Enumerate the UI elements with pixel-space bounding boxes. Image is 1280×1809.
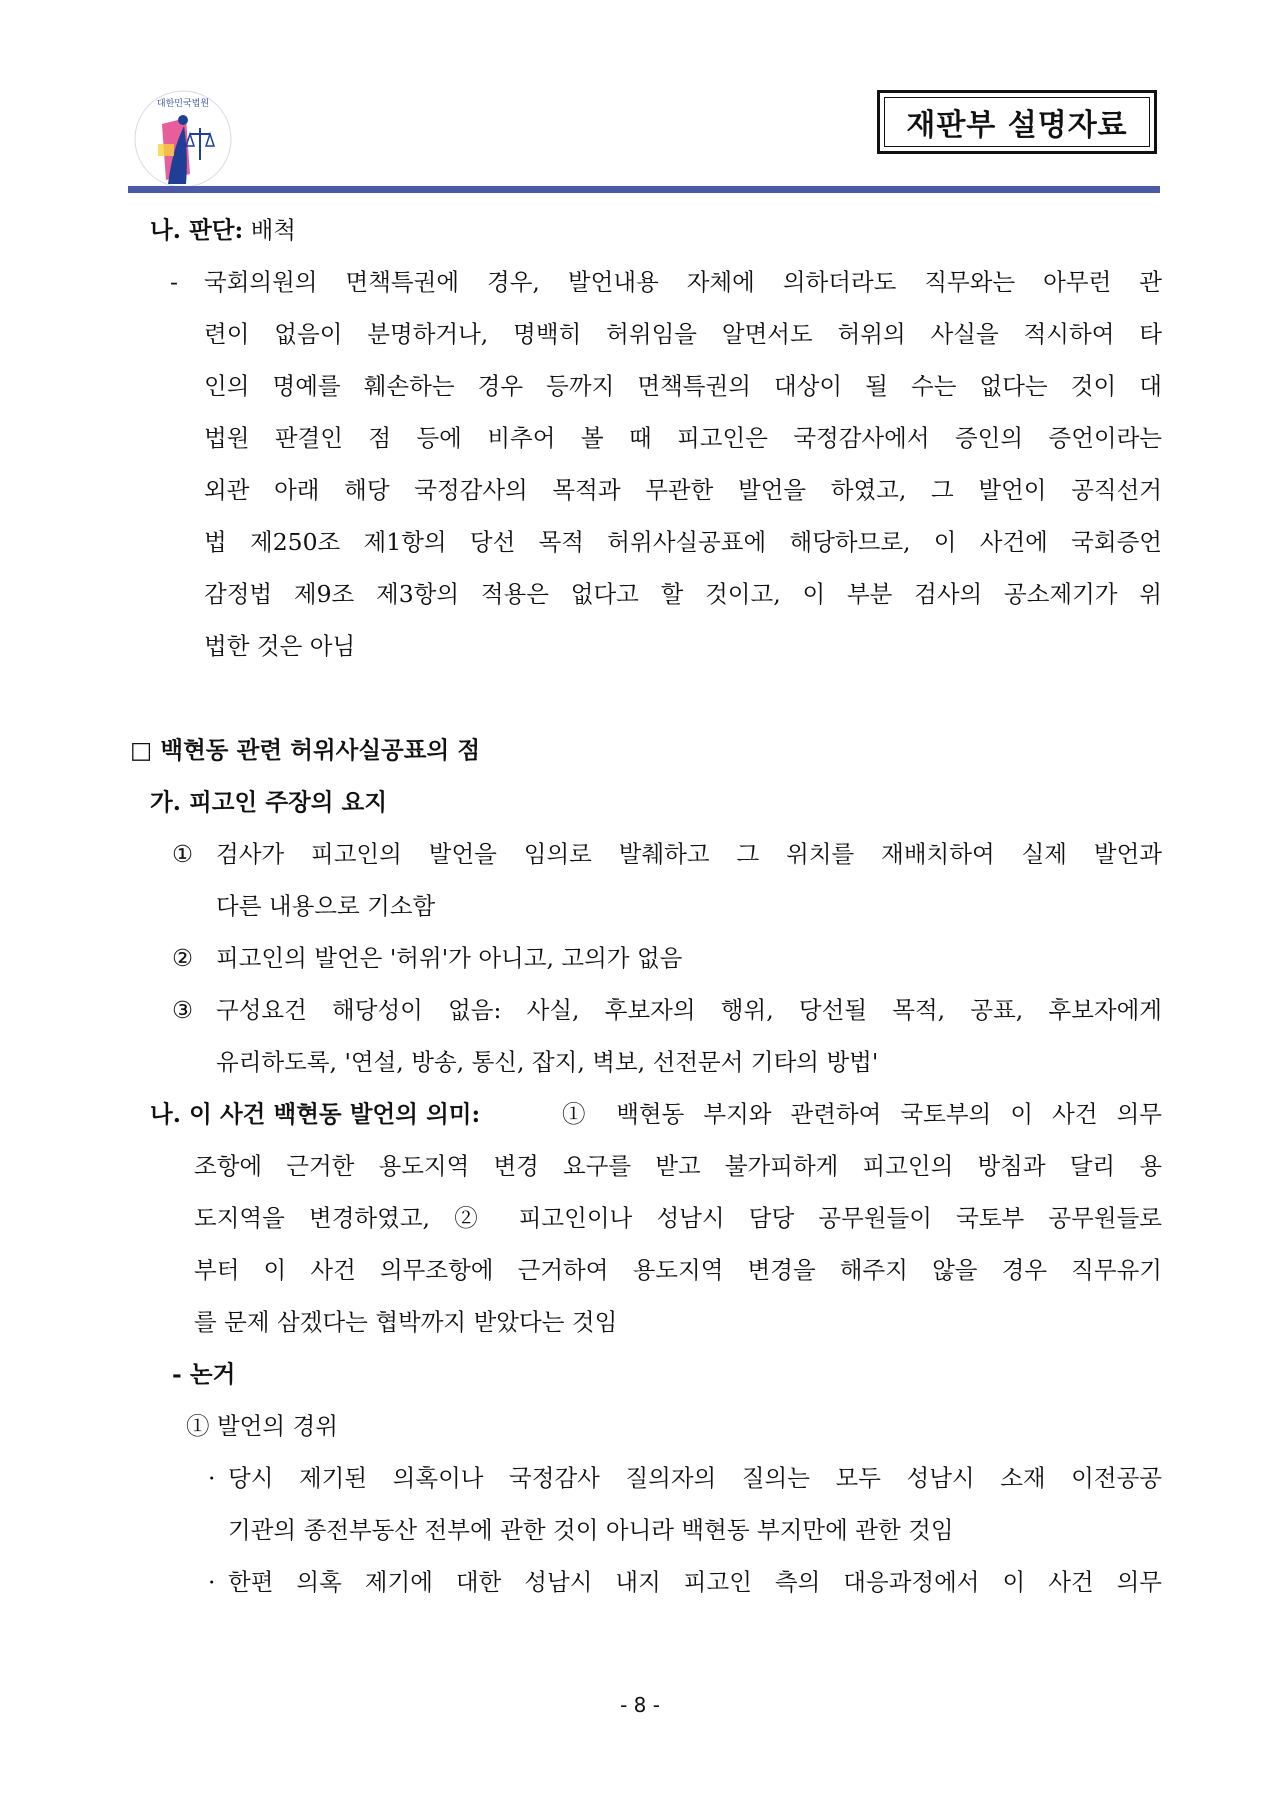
para1-line: 련이 없음이 분명하거나, 명백히 허위임을 알면서도 허위의 사실을 적시하여 타 [204, 320, 1162, 348]
para1-line: 법원 판결인 점 등에 비추어 볼 때 피고인은 국정감사에서 증인의 증언이라는 [204, 424, 1162, 452]
para1-line: 법한 것은 아님 [204, 632, 356, 660]
document-title: 재판부 설명자료 [906, 108, 1128, 143]
bullet-mark: · [208, 1464, 216, 1492]
subheading-ga: 가. 피고인 주장의 요지 [150, 788, 388, 816]
emblem-text: 대한민국법원 [156, 99, 210, 109]
para1-line: 국회의원의 면책특권에 경우, 발언내용 자체에 의하더라도 직무와는 아무런 관 [204, 268, 1162, 296]
para1-line: 외관 아래 해당 국정감사의 목적과 무관한 발언을 하였고, 그 발언이 공직선거 [204, 476, 1162, 504]
para1-line: 법 제250조 제1항의 당선 목적 허위사실공표에 해당하므로, 이 사건에 국회증언 [204, 528, 1162, 556]
judgment-heading: 나. 판단: 배척 [150, 216, 297, 244]
claim-line: 유리하도록, '연설, 방송, 통신, 잡지, 벽보, 선전문서 기타의 방법' [216, 1048, 879, 1076]
claim-line: 다른 내용으로 기소함 [216, 892, 436, 920]
court-emblem-logo [128, 84, 238, 194]
na2-line: 조항에 근거한 용도지역 변경 요구를 받고 불가피하게 피고인의 방침과 달리 용 [194, 1152, 1162, 1180]
na2-line: ① 백현동 부지와 관련하여 국토부의 이 사건 의무 [562, 1100, 1162, 1128]
para1-line: 감정법 제9조 제3항의 적용은 없다고 할 것이고, 이 부분 검사의 공소제기가 위 [204, 580, 1162, 608]
claim-line: 구성요건 해당성이 없음: 사실, 후보자의 행위, 당선될 목적, 공표, 후보자에게 [216, 996, 1162, 1024]
bullet-line: 기관의 종전부동산 전부에 관한 것이 아니라 백현동 부지만에 관한 것임 [228, 1516, 954, 1544]
bullet-line: 당시 제기된 의혹이나 국정감사 질의자의 질의는 모두 성남시 소재 이전공공 [228, 1464, 1162, 1492]
section-heading: □ 백현동 관련 허위사실공표의 점 [130, 736, 481, 764]
na2-line: 부터 이 사건 의무조항에 근거하여 용도지역 변경을 해주지 않을 경우 직무유기 [194, 1256, 1162, 1284]
claim-line: 피고인의 발언은 '허위'가 아니고, 고의가 없음 [216, 944, 683, 972]
claim-line: 검사가 피고인의 발언을 임의로 발췌하고 그 위치를 재배치하여 실제 발언과 [216, 840, 1162, 868]
claim-mark: ② [172, 944, 194, 972]
basis-item: ① 발언의 경위 [186, 1412, 338, 1440]
bullet-line: 한편 의혹 제기에 대한 성남시 내지 피고인 측의 대응과정에서 이 사건 의무 [228, 1568, 1162, 1596]
page-number: - 8 - [620, 1693, 660, 1717]
claim-mark: ① [172, 840, 194, 868]
claim-mark: ③ [172, 996, 194, 1024]
na2-line: 도지역을 변경하였고, ② 피고인이나 성남시 담당 공무원들이 국토부 공무원들로 [194, 1204, 1162, 1232]
basis-heading: - 논거 [172, 1360, 236, 1388]
dash-bullet: - [170, 268, 178, 296]
para1-line: 인의 명예를 훼손하는 경우 등까지 면책특권의 대상이 될 수는 없다는 것이 대 [204, 372, 1162, 400]
document-title-box [877, 90, 1157, 154]
na2-line: 를 문제 삼겠다는 협박까지 받았다는 것임 [194, 1308, 618, 1336]
subheading-na2: 나. 이 사건 백현동 발언의 의미: [150, 1100, 481, 1128]
header-divider [128, 186, 1160, 193]
bullet-mark: · [208, 1568, 216, 1596]
